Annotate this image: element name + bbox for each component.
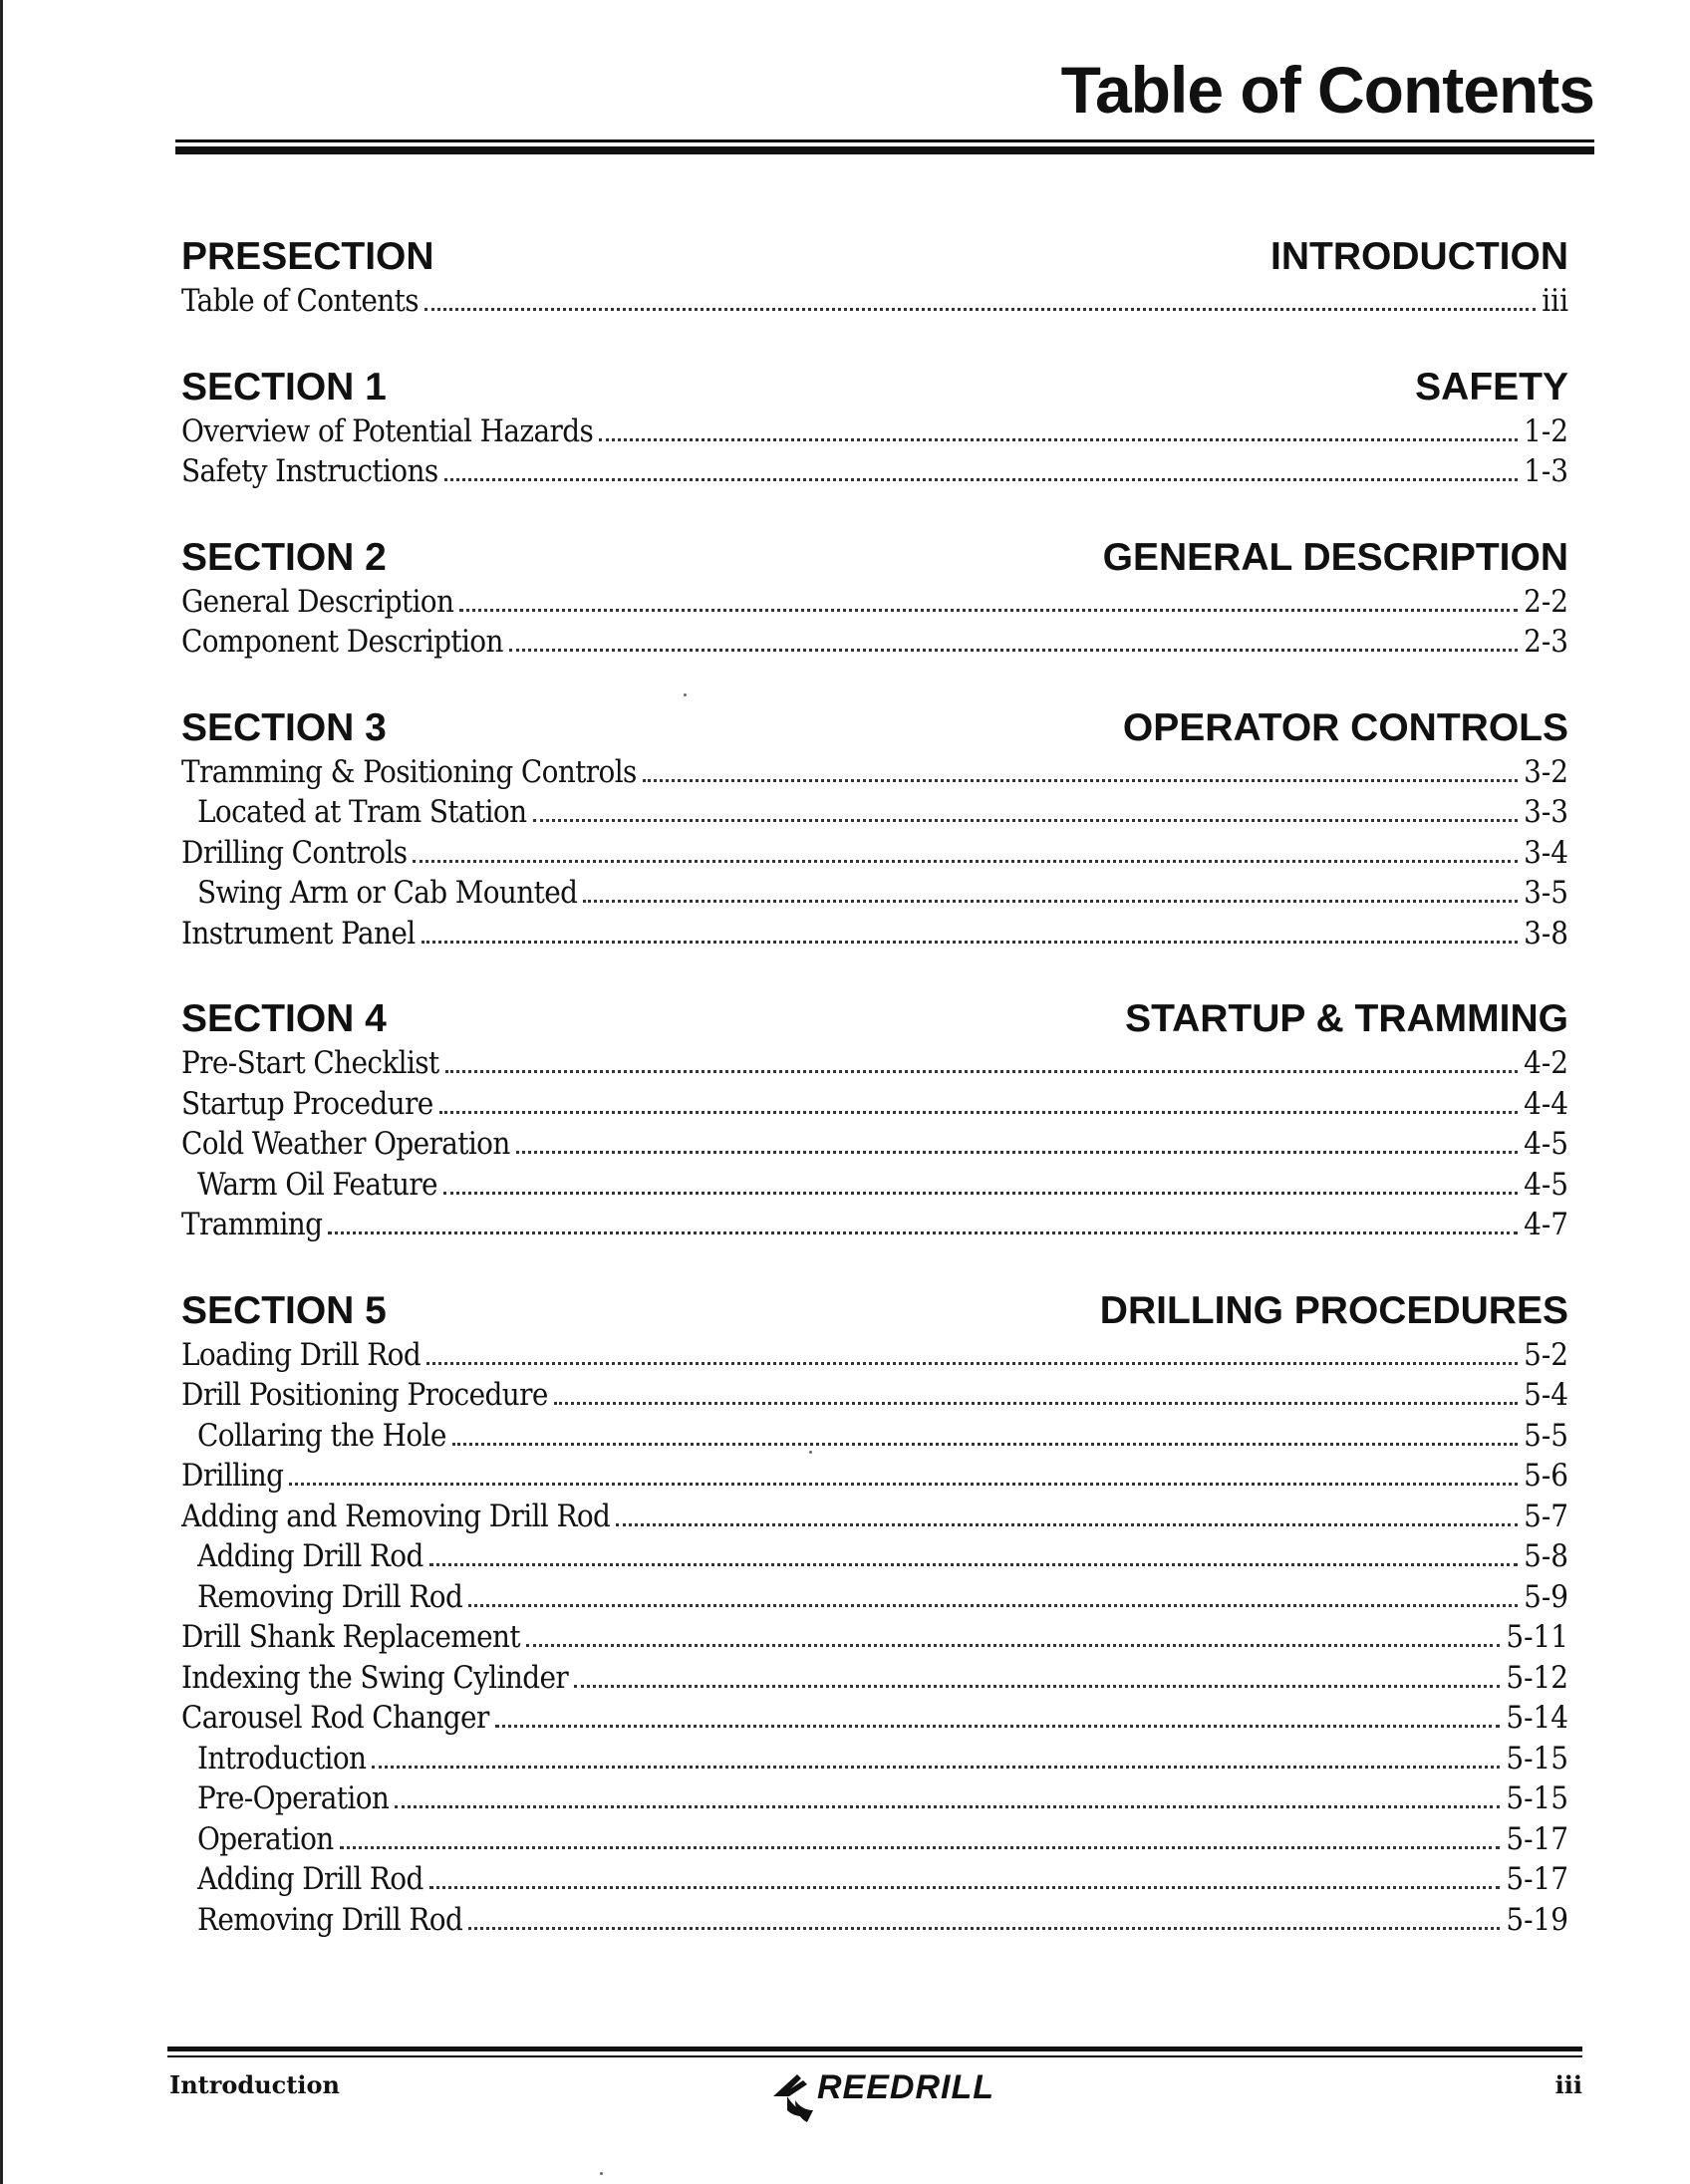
toc-entry-title: Drilling Controls [181, 834, 408, 871]
section-label: SECTION 5 [181, 1288, 387, 1332]
toc-entry-page: 5-2 [1524, 1336, 1568, 1373]
toc-entry-page: 5-14 [1506, 1700, 1568, 1736]
dot-leader [443, 1191, 1518, 1195]
toc-entry-title: Adding Drill Rod [197, 1861, 423, 1897]
toc-entry-page: iii [1542, 283, 1568, 319]
dot-leader [340, 1845, 1501, 1849]
toc-entry-page: 5-7 [1524, 1498, 1568, 1534]
toc-entry [181, 1859, 1568, 1900]
toc-entry [181, 1335, 1568, 1376]
toc-entry [181, 1084, 1568, 1125]
toc-entry [181, 1698, 1568, 1739]
reedrill-logo [767, 2066, 1006, 2126]
toc-entry-page: 3-3 [1524, 794, 1568, 830]
toc-entry-page: 4-7 [1524, 1207, 1568, 1242]
toc-entry [181, 411, 1568, 452]
toc-entry-title: Carousel Rod Changer [181, 1700, 489, 1736]
toc-entry-title: Startup Procedure [181, 1085, 433, 1122]
section-heading [181, 704, 1568, 752]
footer-rule [167, 2055, 1582, 2057]
toc-entry-page: 5-6 [1524, 1458, 1568, 1494]
toc-entry-page: 5-5 [1524, 1417, 1568, 1454]
table-of-contents [181, 233, 1568, 1982]
toc-entry-title: Located at Tram Station [197, 794, 527, 830]
dot-leader [289, 1482, 1518, 1486]
toc-section [181, 534, 1568, 663]
toc-entry-title: Adding Drill Rod [197, 1538, 423, 1574]
page-title: Table of Contents [1060, 53, 1594, 127]
section-label: PRESECTION [181, 235, 434, 278]
dot-leader [616, 1522, 1518, 1526]
toc-entry-title: General Description [181, 583, 454, 620]
dot-leader [444, 477, 1519, 481]
section-label: SECTION 3 [181, 705, 387, 749]
page-left-edge [0, 0, 3, 2184]
toc-entry-page: 5-11 [1506, 1619, 1568, 1655]
section-heading [181, 995, 1568, 1043]
toc-section [181, 233, 1568, 322]
toc-entry-title: Component Description [181, 624, 503, 660]
toc-entry-title: Instrument Panel [181, 915, 416, 952]
toc-entry [181, 582, 1568, 623]
toc-entry-title: Pre-Start Checklist [181, 1045, 439, 1081]
toc-section [181, 364, 1568, 492]
footer-rule-thick [167, 2047, 1582, 2051]
dot-leader [574, 1684, 1500, 1688]
toc-entry-title: Swing Arm or Cab Mounted [197, 875, 578, 911]
section-heading [181, 364, 1568, 411]
toc-entry [181, 914, 1568, 955]
toc-entry-title: Cold Weather Operation [181, 1126, 510, 1162]
toc-entry-page: 5-19 [1506, 1901, 1568, 1938]
dot-leader [526, 1643, 1500, 1647]
toc-entry-page: 4-2 [1524, 1045, 1568, 1081]
toc-entry-page: 4-5 [1524, 1126, 1568, 1162]
toc-entry-page: 4-5 [1524, 1166, 1568, 1203]
section-title: DRILLING PROCEDURES [1099, 1288, 1568, 1332]
dot-leader [509, 648, 1518, 652]
toc-entry-page: 5-12 [1506, 1659, 1568, 1696]
toc-entry [181, 451, 1568, 492]
toc-entry-title: Table of Contents [181, 283, 419, 319]
dot-leader [516, 1150, 1518, 1154]
toc-entry-page: 5-9 [1524, 1578, 1568, 1615]
section-title: GENERAL DESCRIPTION [1102, 535, 1568, 579]
dot-leader [395, 1804, 1500, 1808]
toc-entry-title: Removing Drill Rod [197, 1578, 463, 1615]
toc-entry-title: Loading Drill Rod [181, 1336, 422, 1373]
dot-leader [643, 778, 1518, 782]
toc-entry-title: Indexing the Swing Cylinder [181, 1659, 569, 1696]
toc-entry-page: 4-4 [1524, 1085, 1568, 1122]
dot-leader [422, 940, 1519, 944]
toc-entry-title: Pre-Operation [197, 1780, 390, 1816]
toc-entry-page: 5-15 [1506, 1780, 1568, 1816]
toc-entry-page: 5-17 [1506, 1861, 1568, 1897]
toc-section [181, 1287, 1568, 1941]
toc-entry [181, 1577, 1568, 1618]
dot-leader [445, 1069, 1518, 1073]
toc-entry [181, 1739, 1568, 1779]
toc-entry-page: 2-3 [1524, 624, 1568, 660]
toc-entry-title: Warm Oil Feature [197, 1166, 437, 1203]
toc-entry-page: 1-2 [1524, 412, 1568, 449]
toc-entry [181, 833, 1568, 874]
footer-page-number: iii [1554, 2070, 1582, 2099]
toc-entry [181, 1778, 1568, 1819]
toc-entry-page: 3-8 [1524, 915, 1568, 952]
section-heading [181, 233, 1568, 281]
toc-entry [181, 1819, 1568, 1860]
toc-section [181, 704, 1568, 955]
section-title: INTRODUCTION [1270, 235, 1568, 278]
dot-leader [429, 1885, 1501, 1889]
toc-entry-title: Safety Instructions [181, 453, 438, 489]
toc-entry-page: 3-4 [1524, 834, 1568, 871]
dot-leader [495, 1724, 1501, 1728]
toc-entry [181, 873, 1568, 914]
toc-section [181, 995, 1568, 1245]
toc-entry-page: 1-3 [1524, 453, 1568, 489]
toc-entry-page: 5-15 [1506, 1740, 1568, 1776]
dot-leader [583, 899, 1518, 903]
toc-entry [181, 1617, 1568, 1658]
toc-entry [181, 1456, 1568, 1497]
toc-entry [181, 1536, 1568, 1577]
toc-entry-title: Drill Shank Replacement [181, 1619, 521, 1655]
dot-leader [599, 437, 1518, 441]
section-label: SECTION 4 [181, 997, 387, 1040]
toc-entry [181, 1124, 1568, 1165]
toc-entry-title: Introduction [197, 1740, 367, 1776]
toc-entry-title: Drill Positioning Procedure [181, 1377, 548, 1413]
toc-entry [181, 1205, 1568, 1245]
section-title: STARTUP & TRAMMING [1125, 997, 1568, 1040]
toc-entry-title: Tramming & Positioning Controls [181, 753, 637, 790]
toc-entry [181, 792, 1568, 833]
toc-entry [181, 1900, 1568, 1941]
toc-entry-title: Overview of Potential Hazards [181, 412, 594, 449]
toc-entry [181, 1375, 1568, 1416]
scan-speck [684, 693, 687, 696]
toc-entry [181, 1658, 1568, 1699]
dot-leader [429, 1562, 1518, 1566]
toc-entry [181, 1416, 1568, 1457]
toc-entry-page: 3-5 [1524, 875, 1568, 911]
toc-entry [181, 1497, 1568, 1537]
section-label: SECTION 1 [181, 365, 387, 409]
section-label: SECTION 2 [181, 535, 387, 579]
scan-speck [600, 2172, 603, 2175]
toc-entry [181, 281, 1568, 322]
toc-entry [181, 1043, 1568, 1084]
header-rule [175, 139, 1594, 142]
scan-speck [809, 1451, 812, 1454]
dot-leader [468, 1926, 1500, 1930]
dot-leader [533, 818, 1519, 822]
dot-leader [554, 1401, 1518, 1405]
dot-leader [452, 1442, 1518, 1446]
footer-section-name: Introduction [169, 2070, 340, 2099]
toc-entry-page: 3-2 [1524, 753, 1568, 790]
toc-entry-title: Removing Drill Rod [197, 1901, 463, 1938]
dot-leader [459, 608, 1518, 612]
section-heading [181, 534, 1568, 582]
logo-wordmark: REEDRILL [817, 2068, 994, 2106]
dot-leader [413, 859, 1518, 863]
toc-entry [181, 752, 1568, 793]
toc-entry-page: 2-2 [1524, 583, 1568, 620]
toc-entry [181, 622, 1568, 663]
toc-entry-title: Operation [197, 1820, 334, 1857]
dot-leader [439, 1110, 1519, 1114]
toc-entry-page: 5-8 [1524, 1538, 1568, 1574]
toc-entry-title: Tramming [181, 1207, 323, 1242]
dot-leader [426, 1361, 1518, 1365]
toc-entry-page: 5-4 [1524, 1377, 1568, 1413]
section-title: SAFETY [1415, 365, 1568, 409]
dot-leader [424, 307, 1536, 311]
toc-entry [181, 1165, 1568, 1206]
toc-entry-page: 5-17 [1506, 1820, 1568, 1857]
dot-leader [468, 1603, 1518, 1607]
dot-leader [328, 1230, 1518, 1234]
toc-entry-title: Collaring the Hole [197, 1417, 446, 1454]
section-heading [181, 1287, 1568, 1335]
toc-entry-title: Drilling [181, 1458, 284, 1494]
dot-leader [372, 1765, 1500, 1769]
header-rule-thick [175, 146, 1594, 154]
section-title: OPERATOR CONTROLS [1122, 705, 1568, 749]
toc-entry-title: Adding and Removing Drill Rod [181, 1498, 611, 1534]
